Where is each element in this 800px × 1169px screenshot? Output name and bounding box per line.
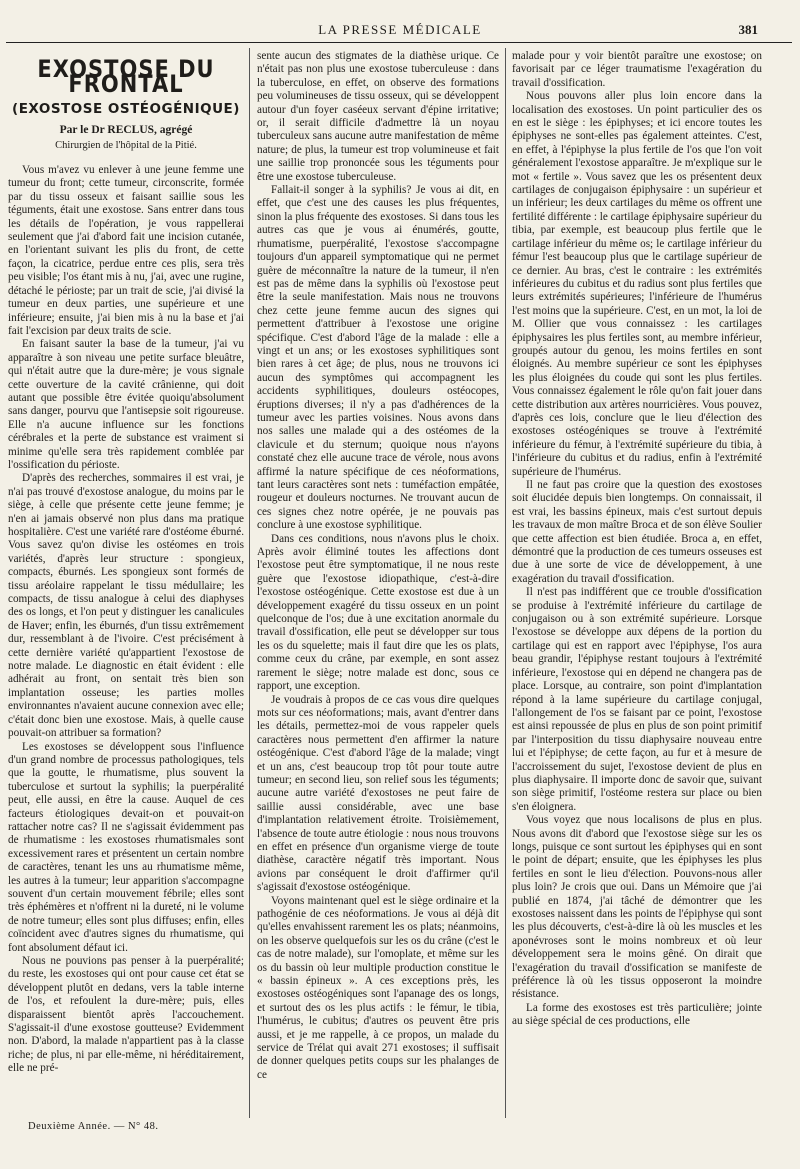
column-divider-2 [505, 48, 506, 1118]
journal-title: LA PRESSE MÉDICALE [318, 22, 482, 37]
article-title: EXOSTOSE DU FRONTAL [37, 55, 215, 99]
author-affiliation: Chirurgien de l'hôpital de la Pitié. [55, 139, 197, 151]
issue-footer: Deuxième Année. — N° 48. [28, 1121, 159, 1132]
paragraph: Nous pouvons aller plus loin encore dans la localisation des exostoses. Un point particulier des os en est le siège : les épiphyses; et ici encore toutes les épiphyses ne sont-elles pas également atteintes. C'est, en effet, à l'épiphyse la plus fertile de l'os que l'on voit généralement l'exostose apparaître. Je m'explique sur le mot « fertile ». Vous savez que les os présentent deux cartilages de conjugaison épiphysaire : un supérieur et un inférieur; les deux cartilages du même os offrent une fertilité différente : le cartilage épiphysaire supérieur du tibia, par exemple, est beaucoup plus fertile que le cartilage inférieur du même os; le cartilage inférieur du fémur l'est beaucoup plus que le cartilage supérieur de ce dernier. Au bras, c'est le contraire : les extrémités inférieures du cubitus et du radius sont plus fertiles que leurs extrémités supérieures; l'inférieure de l'humérus l'est moins que la supérieure. C'est, en un mot, la loi de M. Ollier que vous connaissez : les cartilages épiphysaires les plus fertiles sont, au membre inférieur, groupés autour du genou, les moins fertiles en sont éloignés. Au membre supérieur ce sont les épiphyses les plus éloignées du coude qui sont les plus fertiles. Vous connaissez également le rôle qu'on fait jouer dans cette distribution aux artères nourricières. Vous pouvez, d'après ces lois, conclure que le lieu d'élection des exostoses ostéogéniques se trouve à l'extrémité inférieure du fémur, à l'extrémité supérieure du tibia, à l'inférieure du cubitus et du radius, enfin à l'extrémité supérieure de l'humérus. [512, 90, 762, 478]
paragraph: Je voudrais à propos de ce cas vous dire quelques mots sur ces néoformations; mais, avant d'entrer dans les détails, permettez-moi de vous rappeler quels caractères nous permettent d'en affirmer la nature ostéogénique. C'est d'abord l'âge de la malade; vingt et un ans, c'est beaucoup trop tôt pour toute autre tumeur; en second lieu, son relief sous les téguments; aucune autre variété d'exostoses ne peut faire de saillie aussi considérable, avec une base d'implantation relativement étroite. Troisièmement, l'absence de toute autre étiologie : nous nous trouvons en effet en présence d'un organisme vierge de toute diathèse, caractère négatif très important. Nous avions par conséquent le droit d'affirmer qu'il s'agissait d'exostose ostéogénique. [257, 693, 499, 894]
paragraph: Voyons maintenant quel est le siège ordinaire et la pathogénie de ces néoformations. Je vous ai déjà dit qu'elles envahissent rarement les os plats; néanmoins, on les observe quelquefois sur les os du crâne (c'est le cas de notre malade), sur l'omoplate, et même sur les os du bassin où leur multiple production constitue le « bassin épineux ». A ces exceptions près, les exostoses ostéogéniques sont l'apanage des os longs, et surtout des os les plus actifs : le fémur, le tibia, l'humérus, le cubitus; d'autres os peuvent être pris aussi, et je me rappelle, à ce propos, un malade du service de Trélat qui avait 271 exostoses; il suffisait de donner quelques petits coups sur les phalanges de ce [257, 894, 499, 1081]
article-subtitle: (EXOSTOSE OSTÉOGÉNIQUE) [12, 100, 240, 117]
paragraph: Il ne faut pas croire que la question des exostoses soit élucidée depuis bien longtemps. On connaissait, il est vrai, les bassins épineux, mais c'est surtout depuis les travaux de mon maître Broca et de son élève Soulier que cette affection est bien étudiée. Broca a, en effet, démontré que la production de ces tumeurs osseuses est due à une sorte de vice de développement, à une exagération du travail d'ossification. [512, 479, 762, 585]
header-rule [6, 42, 792, 43]
paragraph: Vous voyez que nous localisons de plus en plus. Nous avons dit d'abord que l'exostose siège sur les os longs, puisque ce sont surtout les épiphyses qui en sont le point de départ; ensuite, que les épiphyses les plus fertiles en sont le lieu d'élection. Pouvons-nous aller plus loin? Je crois que oui. Dans un Mémoire que j'ai publié en 1874, j'ai tâché de démontrer que les exostoses naissent dans les points de l'épiphyse qui sont les plus découverts, c'est-à-dire là où les muscles et les aponévroses sont le moins nombreux et où leur développement sera le moins gêné. On dirait que l'exagération du travail d'ossification se manifeste de préférence là où les tissus opposeront la moindre résistance. [512, 814, 762, 1001]
author-line: Par le Dr RECLUS, agrégé [59, 124, 193, 137]
column-3 [512, 50, 762, 1135]
column-2 [257, 50, 499, 1135]
page-number: 381 [738, 22, 758, 37]
paragraph: Fallait-il songer à la syphilis? Je vous ai dit, en effet, que c'est une des causes les plus fréquentes, sinon la plus fréquente des exostoses. Si dans tous les autres cas que je vous ai énumérés, goutte, rhumatisme, puerpéralité, l'exostose s'accompagne toujours d'un appareil symptomatique qui ne permet guère de méconnaître la nature de la tumeur, il n'en est pas de même dans la syphilis où l'exostose peut être la seule manifestation. Mais nous ne trouvons chez cette jeune femme aucun des signes qui permettent d'attribuer à l'exostose une origine spécifique. C'est d'abord l'âge de la malade : elle a vingt et un ans; or les exostoses syphilitiques sont bien rares à cet âge; de plus, nous ne trouvons ici aucun des symptômes qui accompagnent les accidents syphilitiques, douleurs ostéocopes, éruptions diverses; il n'y a pas d'adhérences de la tumeur avec les parties voisines. Nous avons dans nos salles une malade qui a des ostéomes de la clavicule et du sternum; quoique nous n'ayons constaté chez elle aucune trace de vérole, nous avons affirmé la nature spécifique de ces néoformations, tant leurs caractères sont nets : tuméfaction empâtée, rougeur et douleurs nocturnes. Ne trouvant aucun de ces signes chez notre opérée, je ne pouvais pas conclure à une exostose syphilitique. [257, 184, 499, 532]
paragraph: D'après des recherches, sommaires il est vrai, je n'ai pas trouvé d'exostose analogue, du moins par le siège, à celle que présente cette jeune femme; je n'en ai jamais observé non plus dans ma pratique hospitalière. C'est une variété rare d'ostéome éburné. Vous savez qu'on divise les ostéomes en trois variétés, d'après leur structure : spongieux, compacts, éburnés. Les spongieux sont formés de tissu aréolaire rappelant le tissu médullaire; les compacts, de tissu analogue à celui des diaphyses des os longs, et l'on peut y distinguer les canalicules de Haver; enfin, les éburnés, d'un tissu extrêmement dur, ressemblant à de l'ivoire. C'est précisément à cette dernière variété qu'appartient l'exostose de notre malade. Le diagnostic en était évident : elle adhérait au front, on sentait très bien son implantation osseuse; les parties molles environnantes n'avaient aucune connexion avec elle; c'était donc bien une exostose. Mais, à quelle cause pouvait-on attribuer sa formation? [8, 472, 244, 740]
paragraph: Les exostoses se développent sous l'influence d'un grand nombre de processus pathologiques, tels que la goutte, le rhumatisme, plus souvent la tuberculose et surtout la syphilis; la puerpéralité peut, elle aussi, en être la cause. Auquel de ces facteurs étiologiques devait-on et pouvait-on rattacher notre cas? Il ne s'agissait évidemment pas de rhumatisme : les exostoses rhumatismales sont excessivement rares et présentent un certain nombre de caractères, tenant les uns au rhumatisme même, les autres à la tumeur; leur apparition s'accompagne souvent d'un certain mouvement fébrile; elles sont très éphémères et n'offrent ni la dureté, ni le volume de notre tumeur; elles sont plus diffuses; enfin, elles coïncident avec d'autres signes du rhumatisme, qui font absolument défaut ici. [8, 740, 244, 954]
paragraph: La forme des exostoses est très particulière; jointe au siège spécial de ces productions, elle [512, 1001, 762, 1028]
paragraph: Il n'est pas indifférent que ce trouble d'ossification se produise à l'extrémité inférieure du cartilage de conjugaison ou à son extrémité supérieure. Lorsque l'exostose se développe aux dépens de la portion du cartilage qui est en rapport avec l'épiphyse, l'os aura beau grandir, l'épiphyse restant toujours à l'extrémité inférieure, l'exostose qui en dépend ne changera pas de place. Lorsque, au contraire, son point d'implantation répond à la lame supérieure du cartilage conjugal, l'allongement de l'os se faisant par ce point, l'exostose est ainsi repoussée de plus en plus de son point primitif par l'interposition du tissu diaphysaire nouveau entre lui et l'épiphyse; de cette façon, au fur et à mesure de l'accroissement du sujet, l'exostose devient de plus en plus diaphysaire. Il importe donc de savoir que, suivant son siège primitif, l'ostéome restera sur place ou bien s'en éloignera. [512, 586, 762, 813]
column-1 [8, 50, 244, 1135]
paragraph: Vous m'avez vu enlever à une jeune femme une tumeur du front; cette tumeur, circonscrite, formée par du tissu osseux et faisant saillie sous les téguments, était une exostose. Sans entrer dans tous les détails de l'opération, je vous rappellerai seulement que j'ai d'abord fait une incision cutanée, en l'orientant suivant les plis du front, de cette façon, la cicatrice, perdue entre ces plis, sera très peu visible; l'os étant mis à nu, j'ai, avec une rugine, détaché le périoste; par un trait de scie, j'ai divisé la tumeur en deux parties, une supérieure et une inférieure; ensuite, j'ai bien mis à nu la base et j'ai fait l'excision par deux traits de scie. [8, 164, 244, 337]
paragraph: sente aucun des stigmates de la diathèse urique. Ce n'était pas non plus une exostose tuberculeuse : dans la tuberculose, en effet, on observe des formations peu volumineuses de tissu osseux, qui se développent autour d'un foyer caséeux servant d'épine irritative; or, il serait difficile d'admettre là un noyau tuberculeux sans aucune autre manifestation de même nature; de plus, la tumeur est trop volumineuse et fait une saillie trop prononcée sous les téguments pour être une exostose tuberculeuse. [257, 50, 499, 183]
paragraph: En faisant sauter la base de la tumeur, j'ai vu apparaître à son niveau une petite surface bleuâtre, qui n'était autre que la dure-mère; je vous signale cette ouverture de la cavité crânienne, qui doit autant que possible être évitée quoiqu'absolument sans danger, pourvu que l'antisepsie soit rigoureuse. Elle n'a aucune influence sur les fonctions cérébrales et la perte de substance est vraiment si minime qu'elle sera très rapidement comblée par l'ossification du périoste. [8, 338, 244, 471]
paragraph: malade pour y voir bientôt paraître une exostose; on favorisait par ce léger traumatisme l'exagération du travail d'ossification. [512, 50, 762, 89]
running-header [0, 22, 800, 42]
paragraph: Nous ne pouvions pas penser à la puerpéralité; du reste, les exostoses qui ont pour cause cet état se développent plutôt en dedans, vers la table interne de l'os, et refoulent la dure-mère; puis, elles disparaissent bientôt après l'accouchement. S'agissait-il d'une exostose goutteuse? Evidemment non. D'abord, la malade n'appartient pas à la classe riche; de plus, ni par elle-même, ni héréditairement, elle ne pré- [8, 955, 244, 1075]
paragraph: Dans ces conditions, nous n'avons plus le choix. Après avoir éliminé toutes les affections dont l'exostose peut être symptomatique, il ne nous reste guère que l'exostose idiopathique, c'est-à-dire l'exostose ostéogénique. Cette exostose est due à un développement exagéré du tissu osseux en un point quelconque de l'os; due à une excitation anormale du travail d'ossification, elle peut se développer sur tous les os du squelette; mais il faut dire que les os plats, comme ceux du crâne, par exemple, en sont assez rarement le siège; notre malade est donc, sous ce rapport, une exception. [257, 532, 499, 693]
article-heading [8, 50, 244, 152]
column-divider-1 [249, 48, 250, 1118]
